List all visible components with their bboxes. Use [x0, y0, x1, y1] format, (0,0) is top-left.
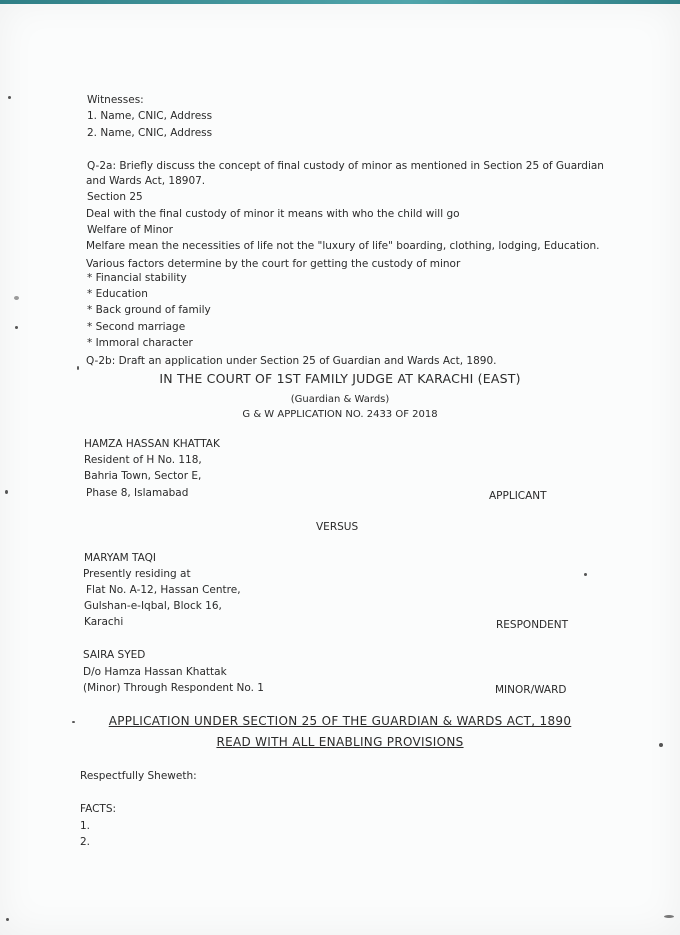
- applicant-name: HAMZA HASSAN KHATTAK: [84, 438, 220, 450]
- scan-speck: [77, 366, 79, 370]
- witness-item-2: 2. Name, CNIC, Address: [87, 127, 213, 139]
- q2a-welfare-heading: Welfare of Minor: [87, 224, 173, 236]
- scan-speck: [15, 326, 18, 329]
- scan-speck: [14, 296, 19, 300]
- facts-title: FACTS:: [80, 803, 117, 815]
- applicant-address-1: Resident of H No. 118,: [84, 454, 202, 466]
- q2a-question-line2: and Wards Act, 18907.: [86, 175, 206, 187]
- q2a-factor-3: * Back ground of family: [87, 304, 211, 316]
- scan-edge-band: [0, 0, 680, 4]
- respondent-address-4: Karachi: [84, 616, 124, 628]
- respectfully-sheweth: Respectfully Sheweth:: [80, 770, 197, 782]
- respondent-role: RESPONDENT: [496, 619, 569, 631]
- minor-parent: D/o Hamza Hassan Khattak: [83, 666, 227, 678]
- minor-name: SAIRA SYED: [83, 649, 146, 661]
- court-title: IN THE COURT OF 1ST FAMILY JUDGE AT KARACHI (EAST): [159, 371, 521, 386]
- minor-role: MINOR/WARD: [495, 684, 567, 696]
- q2b-question: Q-2b: Draft an application under Section 25 of Guardian and Wards Act, 1890.: [86, 355, 497, 367]
- fact-item-2: 2.: [80, 836, 91, 848]
- fact-item-1: 1.: [80, 820, 91, 832]
- scan-speck: [584, 573, 587, 576]
- witness-item-1: 1. Name, CNIC, Address: [87, 110, 213, 122]
- application-heading-line1: APPLICATION UNDER SECTION 25 OF THE GUARDIAN & WARDS ACT, 1890: [108, 714, 572, 728]
- scan-speck: [664, 915, 674, 918]
- q2a-question-line1: Q-2a: Briefly discuss the concept of final custody of minor as mentioned in Section 25 of Guardian: [87, 160, 604, 172]
- application-number: G & W APPLICATION NO. 2433 OF 2018: [242, 409, 438, 420]
- versus-label: VERSUS: [316, 521, 359, 533]
- q2a-factor-1: * Financial stability: [87, 272, 187, 284]
- q2a-welfare-meaning: Melfare mean the necessities of life not the "luxury of life" boarding, clothing, lodging, Education.: [86, 240, 600, 252]
- scan-speck: [6, 918, 9, 921]
- minor-through: (Minor) Through Respondent No. 1: [83, 682, 264, 694]
- q2a-factor-4: * Second marriage: [87, 321, 186, 333]
- respondent-name: MARYAM TAQI: [84, 552, 157, 564]
- respondent-address-2: Flat No. A-12, Hassan Centre,: [86, 584, 241, 596]
- respondent-address-3: Gulshan-e-Iqbal, Block 16,: [84, 600, 222, 612]
- applicant-address-2: Bahria Town, Sector E,: [84, 470, 202, 482]
- court-subtitle: (Guardian & Wards): [290, 394, 390, 405]
- scan-speck: [5, 490, 8, 494]
- application-heading-line2: READ WITH ALL ENABLING PROVISIONS: [216, 735, 464, 749]
- scan-speck: [72, 721, 75, 723]
- q2a-final-custody: Deal with the final custody of minor it means with who the child will go: [86, 208, 460, 220]
- q2a-section: Section 25: [87, 191, 143, 203]
- applicant-role: APPLICANT: [489, 490, 547, 502]
- respondent-address-1: Presently residing at: [83, 568, 191, 580]
- q2a-factor-5: * Immoral character: [87, 337, 193, 349]
- applicant-address-3: Phase 8, Islamabad: [86, 487, 189, 499]
- q2a-factors-intro: Various factors determine by the court for getting the custody of minor: [86, 258, 461, 270]
- scan-speck: [659, 743, 663, 747]
- witnesses-title: Witnesses:: [87, 94, 144, 106]
- q2a-factor-2: * Education: [87, 288, 148, 300]
- scan-speck: [8, 96, 11, 99]
